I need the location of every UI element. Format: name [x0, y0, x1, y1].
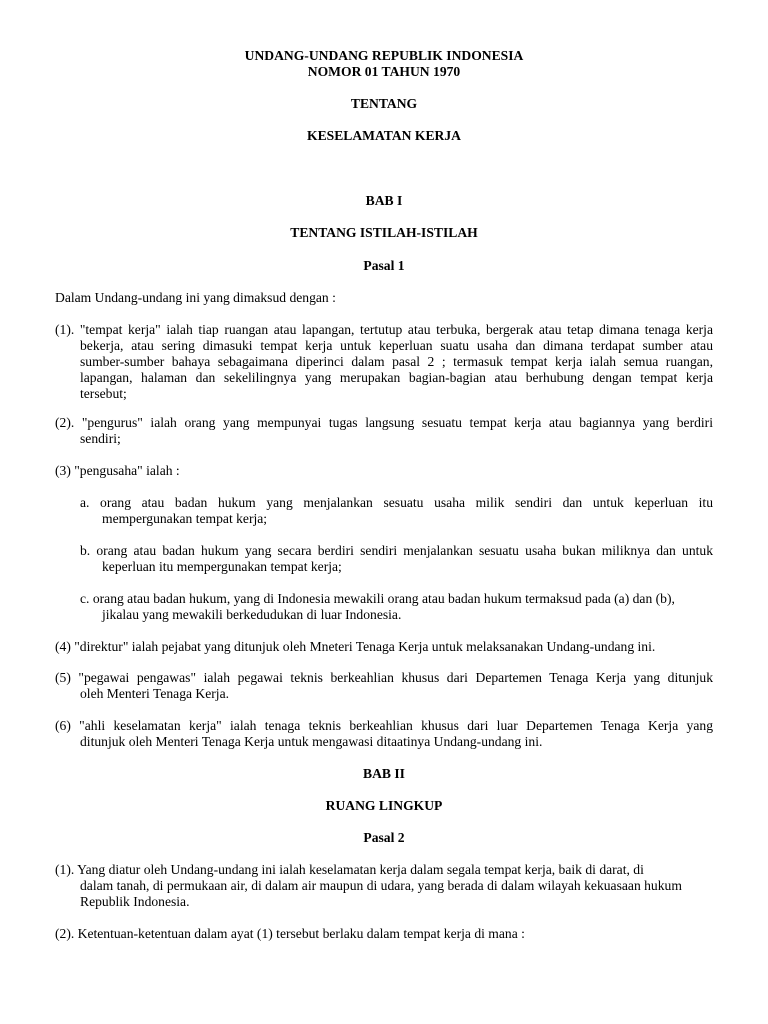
law-subject: KESELAMATAN KERJA [307, 128, 461, 143]
text-line: (6) "ahli keselamatan kerja" ialah tenaga teknis berkeahlian khusus dari luar Departemen Tenaga Kerja yang [55, 718, 713, 733]
pasal1-intro: Dalam Undang-undang ini yang dimaksud dengan : [55, 290, 336, 305]
definition-item-1 [55, 322, 713, 402]
bab1-title: TENTANG ISTILAH-ISTILAH [290, 225, 478, 240]
definition-item-3a [80, 495, 713, 527]
text-line: mempergunakan tempat kerja; [102, 511, 268, 526]
text-line: c. orang atau badan hukum, yang di Indonesia mewakili orang atau badan hukum termaksud pada (a) dan (b), [80, 591, 675, 606]
pasal1-heading: Pasal 1 [363, 258, 405, 273]
text-line: ditunjuk oleh Menteri Tenaga Kerja untuk mengawasi ditaatinya Undang-undang ini. [80, 734, 543, 749]
text-line: jikalau yang mewakili berkedudukan di luar Indonesia. [102, 607, 402, 622]
text-line: bekerja, atau sering dimasuki tempat kerja untuk keperluan suatu usaha dan dimana terdapat sumber atau [80, 338, 713, 353]
bab2-heading: BAB II [363, 766, 405, 781]
text-line: (5) "pegawai pengawas" ialah pegawai teknis berkeahlian khusus dari Departemen Tenaga Kerja yang ditunjuk [55, 670, 713, 685]
text-line: (1). Yang diatur oleh Undang-undang ini ialah keselamatan kerja dalam segala tempat kerja, baik di darat, di [55, 862, 644, 877]
scope-item-1 [55, 862, 713, 910]
text-line: a. orang atau badan hukum yang menjalankan sesuatu usaha milik sendiri dan untuk keperluan itu [80, 495, 713, 510]
bab2-title: RUANG LINGKUP [325, 798, 443, 813]
definition-item-5 [55, 670, 713, 702]
pasal2-heading: Pasal 2 [363, 830, 405, 845]
text-line: (1). "tempat kerja" ialah tiap ruangan atau lapangan, tertutup atau terbuka, bergerak atau tetap dimana tenaga kerja [55, 322, 713, 337]
text-line: sumber-sumber bahaya sebagaimana diperinci dalam pasal 2 ; termasuk tempat kerja ialah semua ruangan, [80, 354, 713, 369]
text-line: oleh Menteri Tenaga Kerja. [80, 686, 230, 701]
law-title: UNDANG-UNDANG REPUBLIK INDONESIA [244, 48, 524, 63]
text-line: dalam tanah, di permukaan air, di dalam air maupun di udara, yang berada di dalam wilayah kekuasaan hukum [80, 878, 682, 893]
definition-item-3c [80, 591, 713, 623]
bab1-heading: BAB I [365, 193, 403, 208]
definition-item-3: (3) "pengusaha" ialah : [55, 463, 180, 478]
scope-item-2: (2). Ketentuan-ketentuan dalam ayat (1) tersebut berlaku dalam tempat kerja di mana : [55, 926, 525, 941]
text-line: keperluan itu mempergunakan tempat kerja; [102, 559, 342, 574]
text-line: lapangan, halaman dan sekelilingnya yang merupakan bagian-bagian atau berhubung dengan tempat kerja [80, 370, 713, 385]
definition-item-4: (4) "direktur" ialah pejabat yang ditunjuk oleh Mneteri Tenaga Kerja untuk melaksanakan Undang-undang ini. [55, 639, 656, 654]
definition-item-3b [80, 543, 713, 575]
law-tentang: TENTANG [350, 96, 418, 111]
definition-item-2 [55, 415, 713, 447]
text-line: Republik Indonesia. [80, 894, 190, 909]
definition-item-6 [55, 718, 713, 750]
text-line: tersebut; [80, 386, 127, 401]
text-line: (2). "pengurus" ialah orang yang mempunyai tugas langsung sesuatu tempat kerja atau bagiannya yang berdiri [55, 415, 713, 430]
law-number: NOMOR 01 TAHUN 1970 [307, 64, 461, 79]
text-line: sendiri; [80, 431, 121, 446]
text-line: b. orang atau badan hukum yang secara berdiri sendiri menjalankan sesuatu usaha bukan miliknya dan untuk [80, 543, 713, 558]
